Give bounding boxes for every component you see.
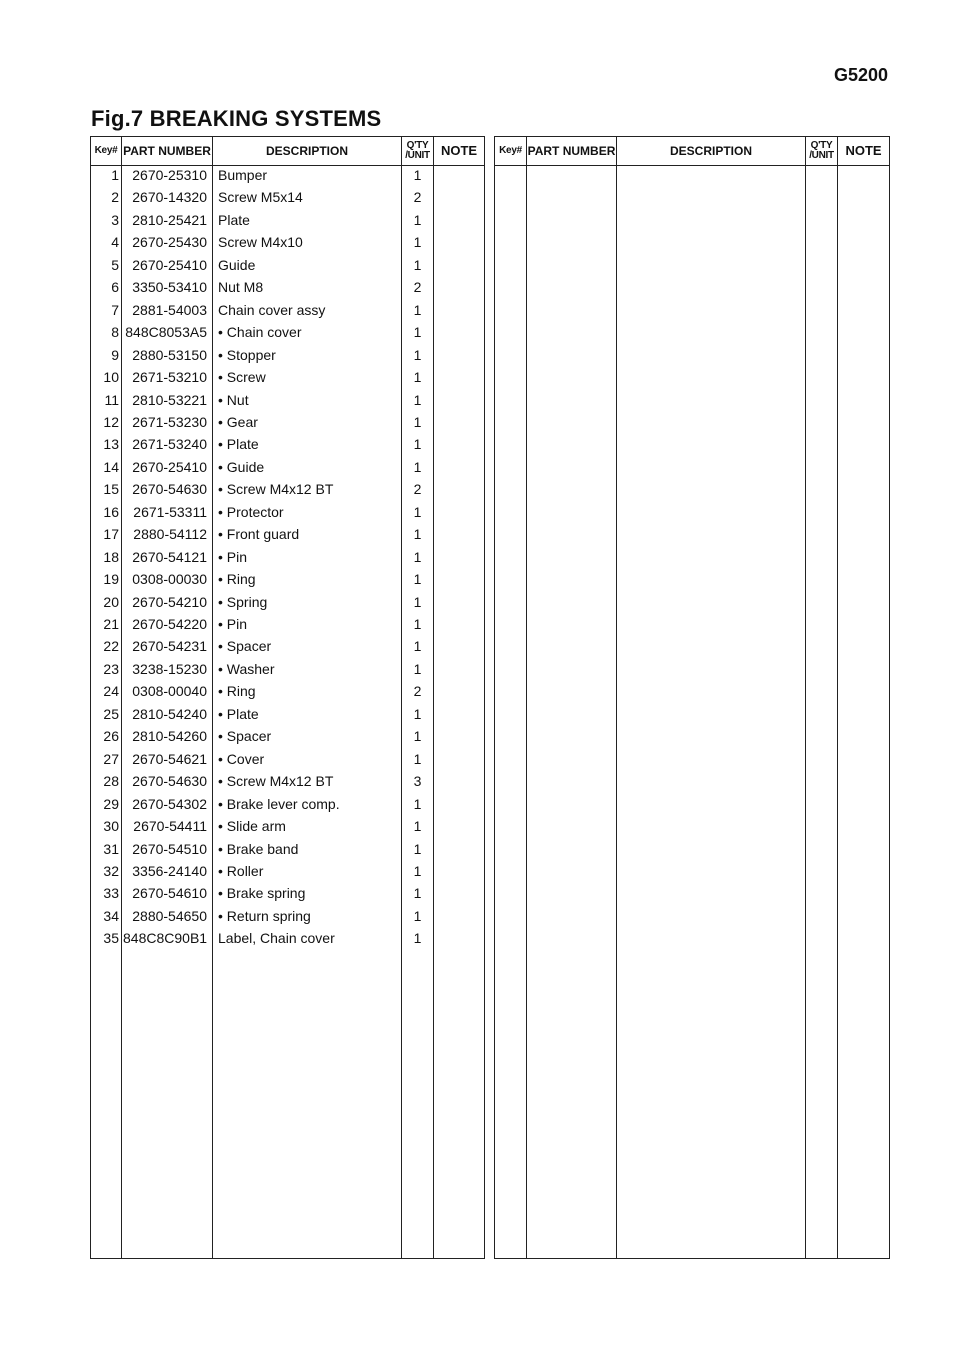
table-row: [91, 568, 484, 590]
description-cell: • Roller: [218, 862, 264, 879]
part-number-cell: 2670-54121: [132, 548, 207, 565]
description-cell: • Pin: [218, 616, 248, 632]
part-number-cell: 0308-00030: [132, 571, 207, 588]
qty-cell: 1: [413, 391, 422, 408]
description-cell: Screw M5x14: [218, 189, 303, 206]
table-row: [91, 276, 484, 298]
key-cell: 34: [103, 907, 119, 924]
qty-cell: 2: [413, 481, 422, 498]
qty-cell: 3: [413, 773, 422, 790]
description-cell: • Brake lever comp.: [218, 795, 340, 812]
table-row: [91, 815, 484, 837]
parts-table-left: [90, 136, 485, 1259]
header-key: Key#: [94, 145, 118, 156]
description-cell: • Brake band: [218, 840, 299, 857]
description-cell: Plate: [218, 211, 250, 228]
part-number-cell: 0308-00040: [132, 683, 207, 700]
key-cell: 15: [103, 481, 119, 498]
header-note: NOTE: [440, 143, 478, 158]
qty-cell: 1: [413, 705, 422, 722]
qty-cell: 1: [413, 593, 422, 610]
table-row: [91, 456, 484, 478]
description-cell: • Protector: [218, 503, 284, 520]
description-cell: • Spacer: [218, 638, 272, 655]
key-cell: 27: [103, 750, 119, 767]
table-row: [91, 254, 484, 276]
table-row: [91, 658, 484, 680]
description-cell: • Chain cover: [218, 324, 302, 341]
part-number-cell: 2670-25410: [132, 256, 207, 273]
part-number-cell: 2670-54231: [132, 638, 207, 655]
description-cell: • Screw M4x12 BT: [218, 773, 334, 790]
description-cell: • Nut: [218, 391, 249, 408]
table-row: [91, 478, 484, 500]
table-row: [91, 703, 484, 725]
part-number-cell: 2880-54650: [132, 907, 207, 924]
key-cell: 11: [104, 391, 119, 408]
key-cell: 17: [103, 526, 119, 543]
qty-cell: 2: [413, 279, 422, 296]
key-cell: 22: [103, 638, 119, 655]
part-number-cell: 2671-53311: [133, 503, 207, 520]
key-cell: 23: [103, 660, 119, 677]
part-number-cell: 2670-54411: [133, 818, 207, 835]
part-number-cell: 2880-53150: [132, 346, 207, 363]
key-cell: 1: [111, 167, 119, 183]
key-cell: 10: [103, 369, 119, 386]
part-number-cell: 2671-53230: [132, 413, 207, 430]
table-row: [91, 635, 484, 657]
key-cell: 7: [111, 301, 119, 318]
qty-cell: 1: [413, 413, 422, 430]
qty-cell: 1: [413, 818, 422, 835]
part-number-cell: 2880-54112: [133, 526, 207, 543]
part-number-cell: 2810-25421: [132, 211, 207, 228]
key-cell: 20: [103, 593, 119, 610]
key-cell: 26: [103, 728, 119, 745]
part-number-cell: 2670-25410: [132, 458, 207, 475]
table-row: [91, 501, 484, 523]
table-row: [91, 793, 484, 815]
part-number-cell: 2670-25430: [132, 234, 207, 251]
qty-cell: 1: [413, 436, 422, 453]
header-note: NOTE: [845, 143, 882, 158]
table-row: [91, 882, 484, 904]
key-cell: 5: [111, 256, 119, 273]
table-row: [91, 591, 484, 613]
key-cell: 32: [103, 862, 119, 879]
qty-cell: 1: [413, 750, 422, 767]
table-row: [91, 344, 484, 366]
part-number-cell: 2671-53240: [132, 436, 207, 453]
qty-cell: 1: [413, 862, 422, 879]
key-cell: 30: [103, 818, 119, 835]
qty-cell: 1: [413, 526, 422, 543]
qty-cell: 2: [413, 683, 422, 700]
header-qty: [806, 137, 837, 165]
header-qty-line2: /UNIT: [809, 150, 834, 161]
description-cell: • Washer: [218, 660, 275, 677]
part-number-cell: 2810-54260: [132, 728, 207, 745]
key-cell: 33: [103, 885, 119, 902]
description-cell: • Return spring: [218, 907, 311, 924]
qty-cell: 1: [413, 795, 422, 812]
table-row: [91, 613, 484, 635]
description-cell: • Stopper: [218, 346, 276, 363]
table-row: [91, 725, 484, 747]
description-cell: • Screw M4x12 BT: [218, 481, 334, 498]
qty-cell: 1: [413, 638, 422, 655]
description-cell: • Pin: [218, 548, 248, 565]
part-number-cell: 3356-24140: [132, 862, 207, 879]
table-row: [91, 523, 484, 545]
qty-cell: 1: [413, 571, 422, 588]
qty-cell: 1: [413, 346, 422, 363]
table-row: [91, 905, 484, 927]
qty-cell: 1: [413, 728, 422, 745]
header-part-number: PART NUMBER: [123, 144, 211, 158]
table-row: [91, 927, 484, 949]
key-cell: 16: [103, 503, 119, 520]
key-cell: 35: [103, 930, 119, 947]
qty-cell: 1: [413, 840, 422, 857]
part-number-cell: 3238-15230: [132, 660, 207, 677]
qty-cell: 1: [413, 256, 422, 273]
table-row: [91, 231, 484, 253]
description-cell: Bumper: [218, 167, 268, 183]
key-cell: 18: [103, 548, 119, 565]
qty-cell: 1: [413, 930, 422, 947]
key-cell: 29: [103, 795, 119, 812]
qty-cell: 1: [413, 503, 422, 520]
table-row: [91, 389, 484, 411]
table-row: [91, 186, 484, 208]
header-qty: [402, 137, 433, 165]
description-cell: Screw M4x10: [218, 234, 303, 251]
key-cell: 2: [111, 189, 119, 206]
key-cell: 8: [111, 324, 119, 341]
qty-cell: 1: [413, 616, 422, 632]
qty-cell: 1: [413, 234, 422, 251]
qty-cell: 1: [413, 301, 422, 318]
description-cell: • Plate: [218, 705, 259, 722]
header-part-number: PART NUMBER: [527, 144, 616, 158]
qty-cell: 2: [413, 189, 422, 206]
qty-cell: 1: [413, 324, 422, 341]
table-row: [91, 838, 484, 860]
qty-cell: 1: [413, 369, 422, 386]
part-number-cell: 2881-54003: [132, 301, 207, 318]
key-cell: 12: [103, 413, 119, 430]
header-qty-line1: Q'TY: [406, 140, 429, 151]
table-row: [91, 299, 484, 321]
table-row: [91, 411, 484, 433]
table-row: [91, 321, 484, 343]
model-number: G5200: [833, 65, 888, 85]
qty-cell: 1: [413, 548, 422, 565]
part-number-cell: 2810-54240: [132, 705, 207, 722]
part-number-cell: 848C8053A5: [125, 324, 207, 341]
description-cell: Nut M8: [218, 279, 264, 296]
part-number-cell: 3350-53410: [132, 279, 207, 296]
qty-cell: 1: [413, 458, 422, 475]
header-qty-line1: Q'TY: [810, 140, 833, 151]
part-number-cell: 2670-54302: [132, 795, 207, 812]
qty-cell: 1: [413, 167, 422, 183]
key-cell: 25: [103, 705, 119, 722]
table-row: [91, 164, 484, 186]
description-cell: • Brake spring: [218, 885, 306, 902]
part-number-cell: 2670-54630: [132, 773, 207, 790]
key-cell: 3: [111, 211, 119, 228]
key-cell: 19: [103, 571, 119, 588]
column-divider: [526, 137, 527, 1258]
qty-cell: 1: [413, 660, 422, 677]
header-key: Key#: [499, 145, 522, 156]
table-row: [91, 366, 484, 388]
part-number-cell: 2670-54610: [132, 885, 207, 902]
description-cell: • Slide arm: [218, 818, 286, 835]
part-number-cell: 2670-54510: [132, 840, 207, 857]
part-number-cell: 2670-54210: [132, 593, 207, 610]
qty-cell: 1: [413, 907, 422, 924]
description-cell: • Front guard: [218, 526, 300, 543]
description-cell: • Cover: [218, 750, 265, 767]
table-row: [91, 680, 484, 702]
header-description: DESCRIPTION: [265, 144, 348, 158]
header-divider: [495, 165, 889, 166]
description-cell: • Screw: [218, 369, 266, 386]
key-cell: 9: [111, 346, 119, 363]
description-cell: • Gear: [218, 413, 258, 430]
part-number-cell: 2810-53221: [132, 391, 207, 408]
qty-cell: 1: [413, 211, 422, 228]
key-cell: 24: [103, 683, 119, 700]
column-divider: [837, 137, 838, 1258]
column-divider: [805, 137, 806, 1258]
parts-table-right: [494, 136, 890, 1259]
column-divider: [616, 137, 617, 1258]
description-cell: • Guide: [218, 458, 265, 475]
part-number-cell: 2671-53210: [132, 369, 207, 386]
description-cell: • Ring: [218, 571, 256, 588]
table-row: [91, 860, 484, 882]
header-description: DESCRIPTION: [669, 144, 752, 158]
table-row: [91, 433, 484, 455]
table-row: [91, 770, 484, 792]
key-cell: 4: [111, 234, 119, 251]
key-cell: 14: [103, 458, 119, 475]
key-cell: 31: [103, 840, 119, 857]
table-row: [91, 546, 484, 568]
table-row: [91, 209, 484, 231]
part-number-cell: 2670-25310: [132, 167, 207, 183]
description-cell: Guide: [218, 256, 256, 273]
part-number-cell: 2670-14320: [132, 189, 207, 206]
header-qty-line2: /UNIT: [405, 150, 430, 161]
key-cell: 28: [103, 773, 119, 790]
description-cell: • Spacer: [218, 728, 272, 745]
part-number-cell: 848C8C90B1: [123, 930, 208, 947]
description-cell: Chain cover assy: [218, 301, 326, 318]
description-cell: • Spring: [218, 593, 268, 610]
description-cell: • Ring: [218, 683, 256, 700]
part-number-cell: 2670-54630: [132, 481, 207, 498]
key-cell: 21: [103, 616, 119, 632]
key-cell: 13: [103, 436, 119, 453]
qty-cell: 1: [413, 885, 422, 902]
description-cell: Label, Chain cover: [218, 930, 335, 947]
page-title: Fig.7 BREAKING SYSTEMS: [91, 106, 382, 131]
key-cell: 6: [111, 279, 119, 296]
table-row: [91, 748, 484, 770]
part-number-cell: 2670-54220: [132, 616, 207, 632]
description-cell: • Plate: [218, 436, 259, 453]
part-number-cell: 2670-54621: [132, 750, 207, 767]
